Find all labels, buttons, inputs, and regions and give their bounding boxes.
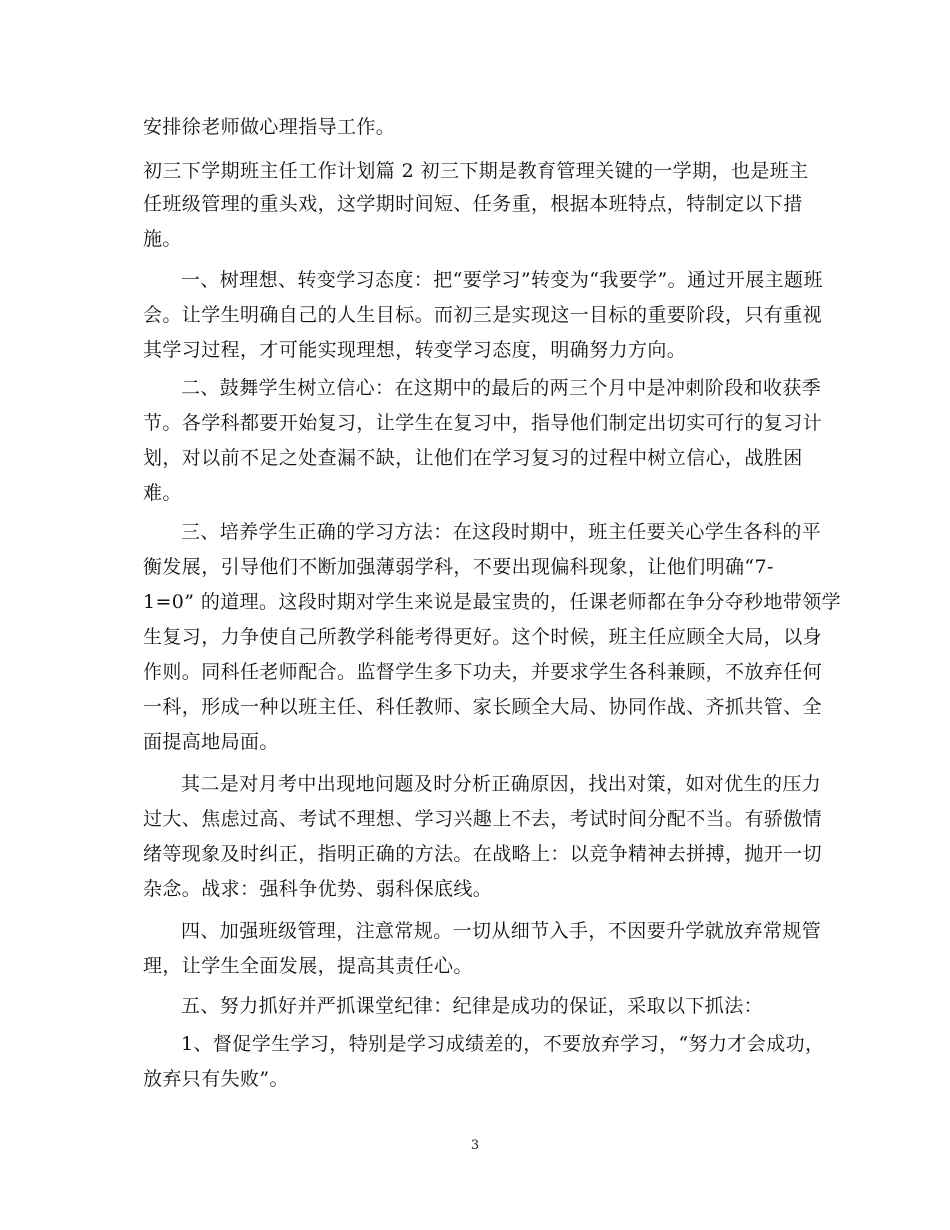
text-line: 一科，形成一种以班主任、科任教师、家长顾全大局、协同作战、齐抓共管、全 [143,696,823,718]
text-line: 放弃只有失败”。 [143,1068,289,1090]
text-line: 绪等现象及时纠正，指明正确的方法。在战略上：以竞争精神去拼搏，抛开一切 [143,843,823,865]
text-line: 衡发展，引导他们不断加强薄弱学科，不要出现偏科现象，让他们明确“7- [143,556,774,578]
text-line: 初三下学期班主任工作计划篇 2 初三下期是教育管理关键的一学期，也是班主 [143,160,809,182]
text-line: 面提高地局面。 [143,731,279,753]
text-line: 1、督促学生学习，特别是学习成绩差的，不要放弃学习，“努力才会成功， [181,1033,825,1055]
text-line: 杂念。战求：强科争优势、弱科保底线。 [143,878,493,900]
page-number: 3 [470,1138,480,1153]
text-line: 作则。同科任老师配合。监督学生多下功夫，并要求学生各科兼顾，不放弃任何 [143,661,823,683]
text-line: 三、培养学生正确的学习方法：在这段时期中，班主任要关心学生各科的平 [181,521,822,543]
text-line: 四、加强班级管理，注意常规。一切从细节入手，不因要升学就放弃常规管 [181,920,822,942]
text-line: 难。 [143,482,182,504]
text-line: 1=0” 的道理。这段时期对学生来说是最宝贵的，任课老师都在争分夺秒地带领学 [143,591,842,613]
text-line: 二、鼓舞学生树立信心：在这期中的最后的两三个月中是冲刺阶段和收获季 [181,377,822,399]
text-line: 会。让学生明确自己的人生目标。而初三是实现这一目标的重要阶段，只有重视 [143,304,823,326]
text-line: 节。各学科都要开始复习，让学生在复习中，指导他们制定出切实可行的复习计 [143,412,823,434]
text-line: 施。 [143,228,182,250]
text-line: 一、树理想、转变学习态度：把“要学习”转变为“我要学”。通过开展主题班 [181,269,823,291]
text-line: 生复习，力争使自己所教学科能考得更好。这个时候，班主任应顾全大局，以身 [143,626,823,648]
text-line: 任班级管理的重头戏，这学期时间短、任务重，根据本班特点，特制定以下措 [143,193,803,215]
text-line: 理，让学生全面发展，提高其责任心。 [143,955,473,977]
text-line: 安排徐老师做心理指导工作。 [143,116,396,138]
text-line: 五、努力抓好并严抓课堂纪律：纪律是成功的保证，采取以下抓法： [181,995,764,1017]
text-line: 其二是对月考中出现地问题及时分析正确原因，找出对策，如对优生的压力 [181,773,822,795]
text-line: 划，对以前不足之处查漏不缺，让他们在学习复习的过程中树立信心，战胜困 [143,447,803,469]
text-line: 过大、焦虑过高、考试不理想、学习兴趣上不去，考试时间分配不当。有骄傲情 [143,808,823,830]
text-line: 其学习过程，才可能实现理想，转变学习态度，明确努力方向。 [143,339,687,361]
